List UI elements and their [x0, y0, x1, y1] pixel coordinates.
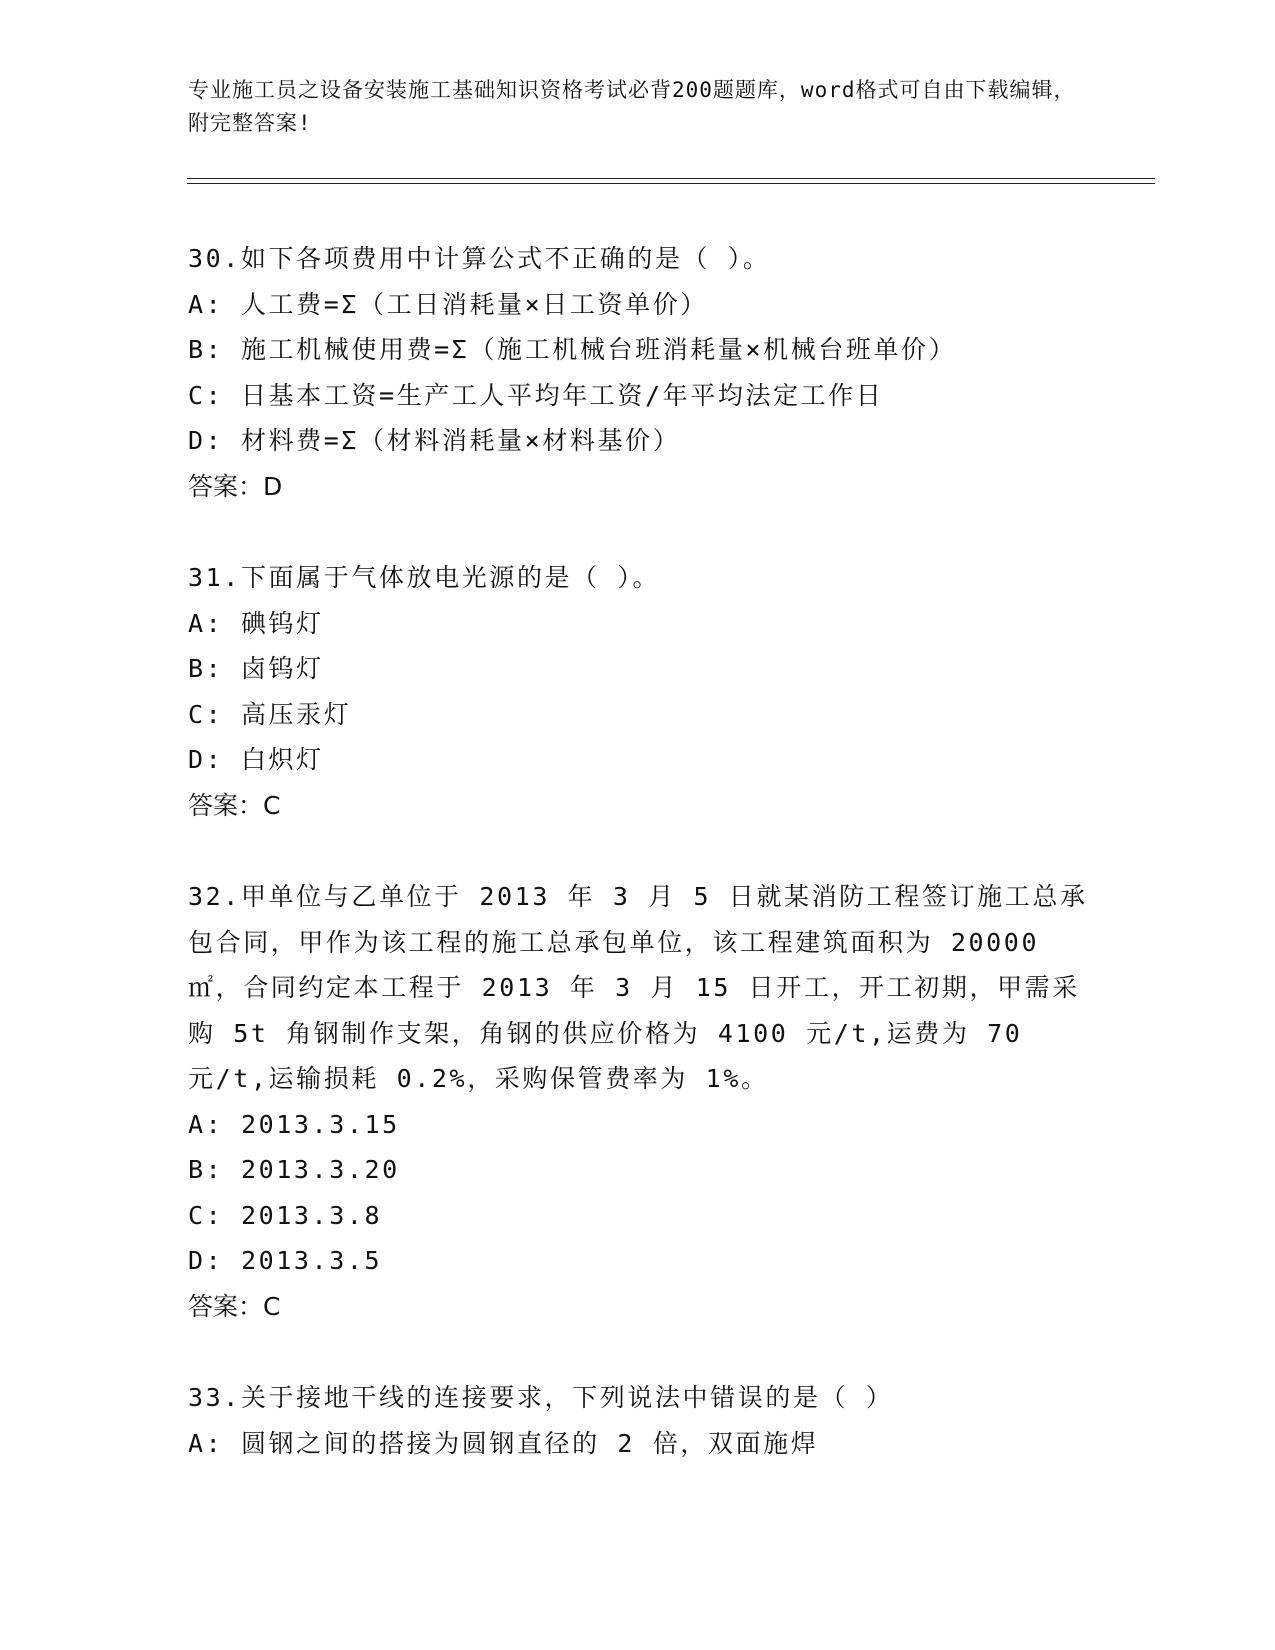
option-d: D: 2013.3.5: [188, 1246, 383, 1275]
answer: 答案：C: [188, 790, 281, 820]
question-32: [188, 874, 1088, 1329]
question-stem: 30.如下各项费用中计算公式不正确的是（ ）。: [188, 244, 771, 273]
answer: 答案：C: [188, 1291, 281, 1321]
document-title: 专业施工员之设备安装施工基础知识资格考试必背200题题库，word格式可自由下载编辑，附完整答案!: [188, 78, 1076, 135]
question-stem: 31.下面属于气体放电光源的是（ ）。: [188, 563, 661, 592]
header-divider-bottom: [187, 183, 1155, 184]
question-31: [188, 555, 1088, 828]
option-d: D: 白炽灯: [188, 745, 324, 774]
question-stem: 32.甲单位与乙单位于 2013 年 3 月 5 日就某消防工程签订施工总承包合同，甲作为该工程的施工总承包单位，该工程建筑面积为 20000㎡，合同约定本工程于 2013 年 3 月 15 日开工，开工初期，甲需采购 5t 角钢制作支架，角钢的供应价格为 4100 元/t,运费为 70 元/t,运输损耗 0.2%，采购保管费率为 1%。: [188, 882, 1088, 1093]
option-c: C: 高压汞灯: [188, 699, 352, 729]
option-a: A: 碘钨灯: [188, 608, 324, 638]
option-c: C: 日基本工资=生产工人平均年工资/年平均法定工作日: [188, 380, 884, 410]
option-b: B: 施工机械使用费=Σ（施工机械台班消耗量×机械台班单价）: [188, 335, 957, 364]
document-header: [188, 74, 1088, 140]
option-a: A: 2013.3.15: [188, 1109, 400, 1139]
answer: 答案：D: [188, 471, 283, 501]
option-a: A: 圆钢之间的搭接为圆钢直径的 2 倍，双面施焊: [188, 1428, 819, 1458]
option-b: B: 卤钨灯: [188, 654, 324, 683]
header-divider-top: [187, 178, 1155, 179]
question-30: [188, 236, 1088, 509]
question-stem: 33.关于接地干线的连接要求，下列说法中错误的是（ ）: [188, 1383, 894, 1412]
option-d: D: 材料费=Σ（材料消耗量×材料基价）: [188, 426, 681, 455]
option-b: B: 2013.3.20: [188, 1155, 400, 1184]
option-a: A: 人工费=Σ（工日消耗量×日工资单价）: [188, 289, 708, 319]
question-33: [188, 1375, 1088, 1466]
option-c: C: 2013.3.8: [188, 1200, 383, 1230]
question-list: [188, 236, 1088, 1512]
